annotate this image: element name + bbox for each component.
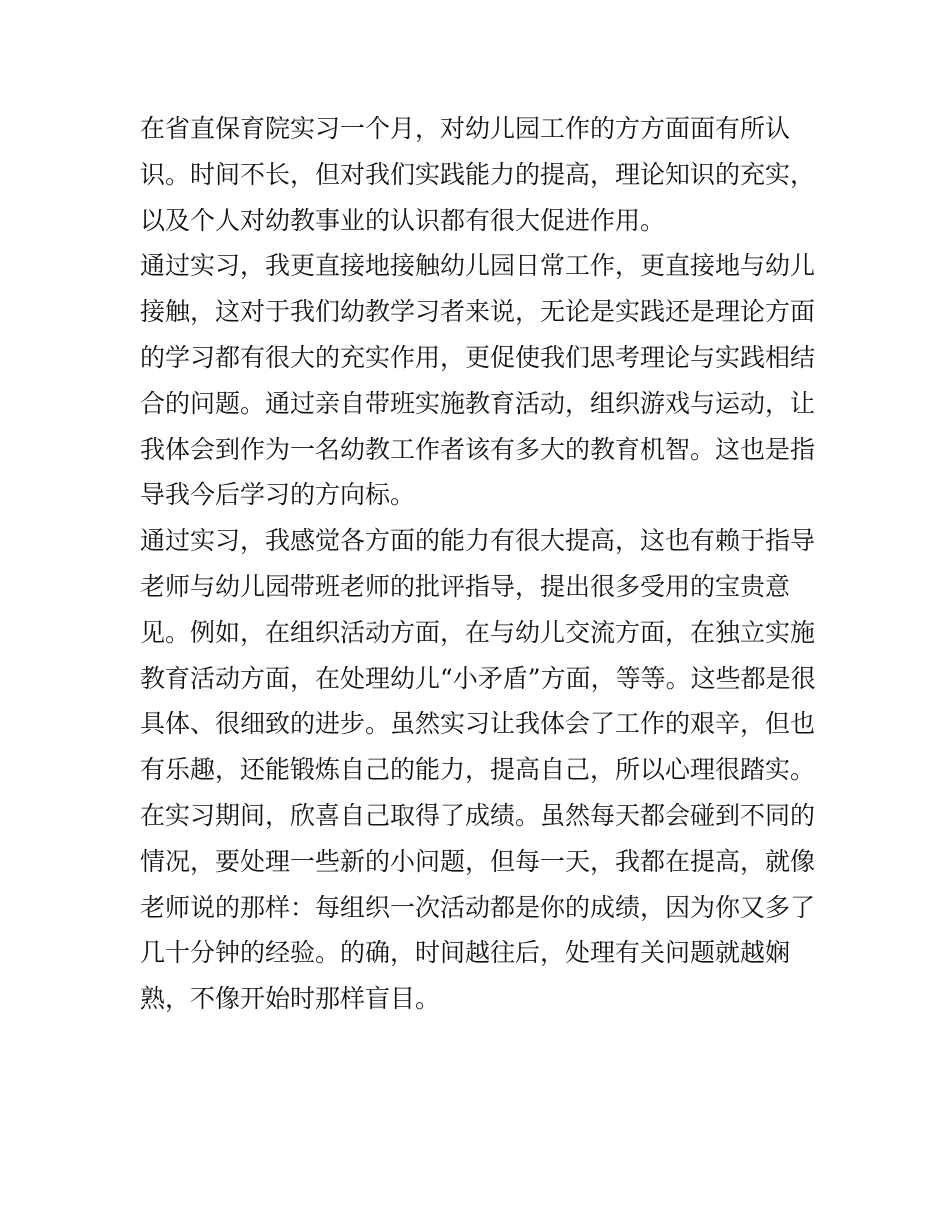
document-body [140,106,820,1022]
text-line: 情况，要处理一些新的小问题，但每一天，我都在提高，就像 [140,846,816,876]
text-line: 的学习都有很大的充实作用，更促使我们思考理论与实践相结 [140,342,816,372]
text-line: 老师与幼儿园带班老师的批评指导，提出很多受用的宝贵意 [140,571,791,601]
text-line: 接触，这对于我们幼教学习者来说，无论是实践还是理论方面 [140,297,816,327]
text-line: 见。例如，在组织活动方面，在与幼儿交流方面，在独立实施 [140,617,816,647]
text-line: 识。时间不长，但对我们实践能力的提高，理论知识的充实， [140,159,816,189]
text-line: 有乐趣，还能锻炼自己的能力，提高自己，所以心理很踏实。 [140,755,816,785]
text-line: 通过实习，我感觉各方面的能力有很大提高，这也有赖于指导 [140,526,816,556]
text-line: 教育活动方面，在处理幼儿“小矛盾”方面，等等。这些都是很 [140,663,816,693]
text-line: 在实习期间，欣喜自己取得了成绩。虽然每天都会碰到不同的 [140,800,816,830]
text-line: 导我今后学习的方向标。 [140,480,416,510]
text-line: 熟，不像开始时那样盲目。 [140,984,441,1014]
text-line: 我体会到作为一名幼教工作者该有多大的教育机智。这也是指 [140,434,816,464]
text-line: 通过实习，我更直接地接触幼儿园日常工作，更直接地与幼儿 [140,251,816,281]
text-line: 以及个人对幼教事业的认识都有很大促进作用。 [140,205,666,235]
text-line: 具体、很细致的进步。虽然实习让我体会了工作的艰辛，但也 [140,709,816,739]
text-line: 老师说的那样：每组织一次活动都是你的成绩，因为你又多了 [140,892,816,922]
text-line: 几十分钟的经验。的确，时间越往后，处理有关问题就越娴 [140,938,791,968]
text-line: 在省直保育院实习一个月，对幼儿园工作的方方面面有所认 [140,114,791,143]
text-line: 合的问题。通过亲自带班实施教育活动，组织游戏与运动，让 [140,388,816,418]
